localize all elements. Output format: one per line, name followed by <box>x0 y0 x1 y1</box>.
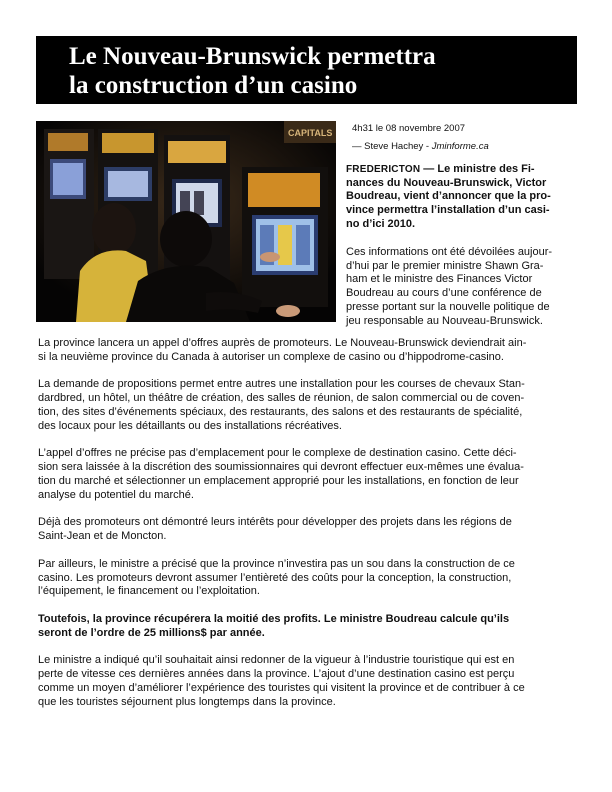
author-name: — Steve Hachey - <box>352 141 432 152</box>
headline-line-1: Le Nouveau-Brunswick permettra <box>69 43 436 70</box>
headline-banner <box>36 36 577 104</box>
side-line: d’hui par le premier ministre Shawn Gra- <box>346 259 544 272</box>
side-line: presse portant sur la nouvelle politique de <box>346 300 550 313</box>
side-paragraph <box>346 246 576 328</box>
lead-paragraph <box>346 163 576 232</box>
paragraph-7: Le ministre a indiqué qu’il souhaitait ainsi redonner de la vigueur à l’industrie touristique qui est en perte de vitesse ces dernières années dans la province. L’ajout d’une destination casino est perçu comme un moyen d’améliorer l’expérience des touristes qui visitent la province et de contribuer à ce que les touristes séjournent plus longtemps dans la province. <box>38 654 525 708</box>
side-line: Ces informations ont été dévoilées aujour- <box>346 246 553 258</box>
source-name: Jminforme.ca <box>431 141 489 152</box>
capitals-sign: CAPITALS <box>288 128 333 138</box>
timestamp: 4h31 le 08 novembre 2007 <box>352 123 466 134</box>
casino-photo <box>36 121 336 322</box>
paragraph-3: L’appel d’offres ne précise pas d’emplacement pour le complexe de destination casino. Cette déci- sion sera laissée à la discrétion des soumissionnaires qui devront effectuer eux-mêmes une évalua- tion du marché et sélectionner un emplacement approprié pour les installations, en fonction de leur analyse du potentiel du marché. <box>38 447 524 501</box>
lead-text-5: no d’ici 2010. <box>346 217 416 230</box>
side-line: Boudreau au cours d’une conférence de <box>346 287 542 300</box>
paragraph-5: Par ailleurs, le ministre a précisé que la province n’investira pas un sou dans la construction de ce casino. Les promoteurs devront assumer l’entièreté des coûts pour la conception, la construction, l’équipement, le financement ou l’exploitation. <box>38 557 515 598</box>
paragraph-2: La demande de propositions permet entre autres une installation pour les courses de chevaux Stan- dardbred, un hôtel, un théâtre de création, des salles de réunion, de salon commercial ou de coven- tion, des sites d’événements spéciaux, des restaurants, des salons et des restaurants de spécialité, des locaux pour les détaillants ou des installations récréatives. <box>38 378 525 432</box>
side-line: jeu responsable au Nouveau-Brunswick. <box>346 314 543 327</box>
slot-machines-illustration <box>36 121 336 322</box>
paragraph-6-bold: Toutefois, la province récupérera la moitié des profits. Le ministre Boudreau calcule qu’ils seront de l’ordre de 25 millions$ par année. <box>38 612 510 639</box>
lead-text-3: Boudreau, vient d’annoncer que la pro- <box>346 190 551 203</box>
paragraph-1: La province lancera un appel d’offres auprès de promoteurs. Le Nouveau-Brunswick deviendrait ain- si la neuvième province du Canada à autoriser un complexe de casino ou d’hippodrome-casino. <box>38 337 527 363</box>
article-body <box>38 337 576 723</box>
lead-text-4: vince permettra l’installation d’un casi- <box>346 204 550 217</box>
paragraph-4: Déjà des promoteurs ont démontré leurs intérêts pour développer des projets dans les régions de Saint-Jean et de Moncton. <box>38 516 512 543</box>
side-line: ham et le ministre des Finances Victor <box>346 273 533 286</box>
lead-line-1: FREDERICTON — Le ministre des Fi- <box>346 163 535 175</box>
headline-line-2: la construction d’un casino <box>69 72 358 99</box>
lead-text-1: Le ministre des Fi- <box>437 163 535 175</box>
byline-author <box>352 141 489 153</box>
dateline: FREDERICTON <box>346 164 421 175</box>
lead-text-2: nances du Nouveau-Brunswick, Victor <box>346 176 547 189</box>
